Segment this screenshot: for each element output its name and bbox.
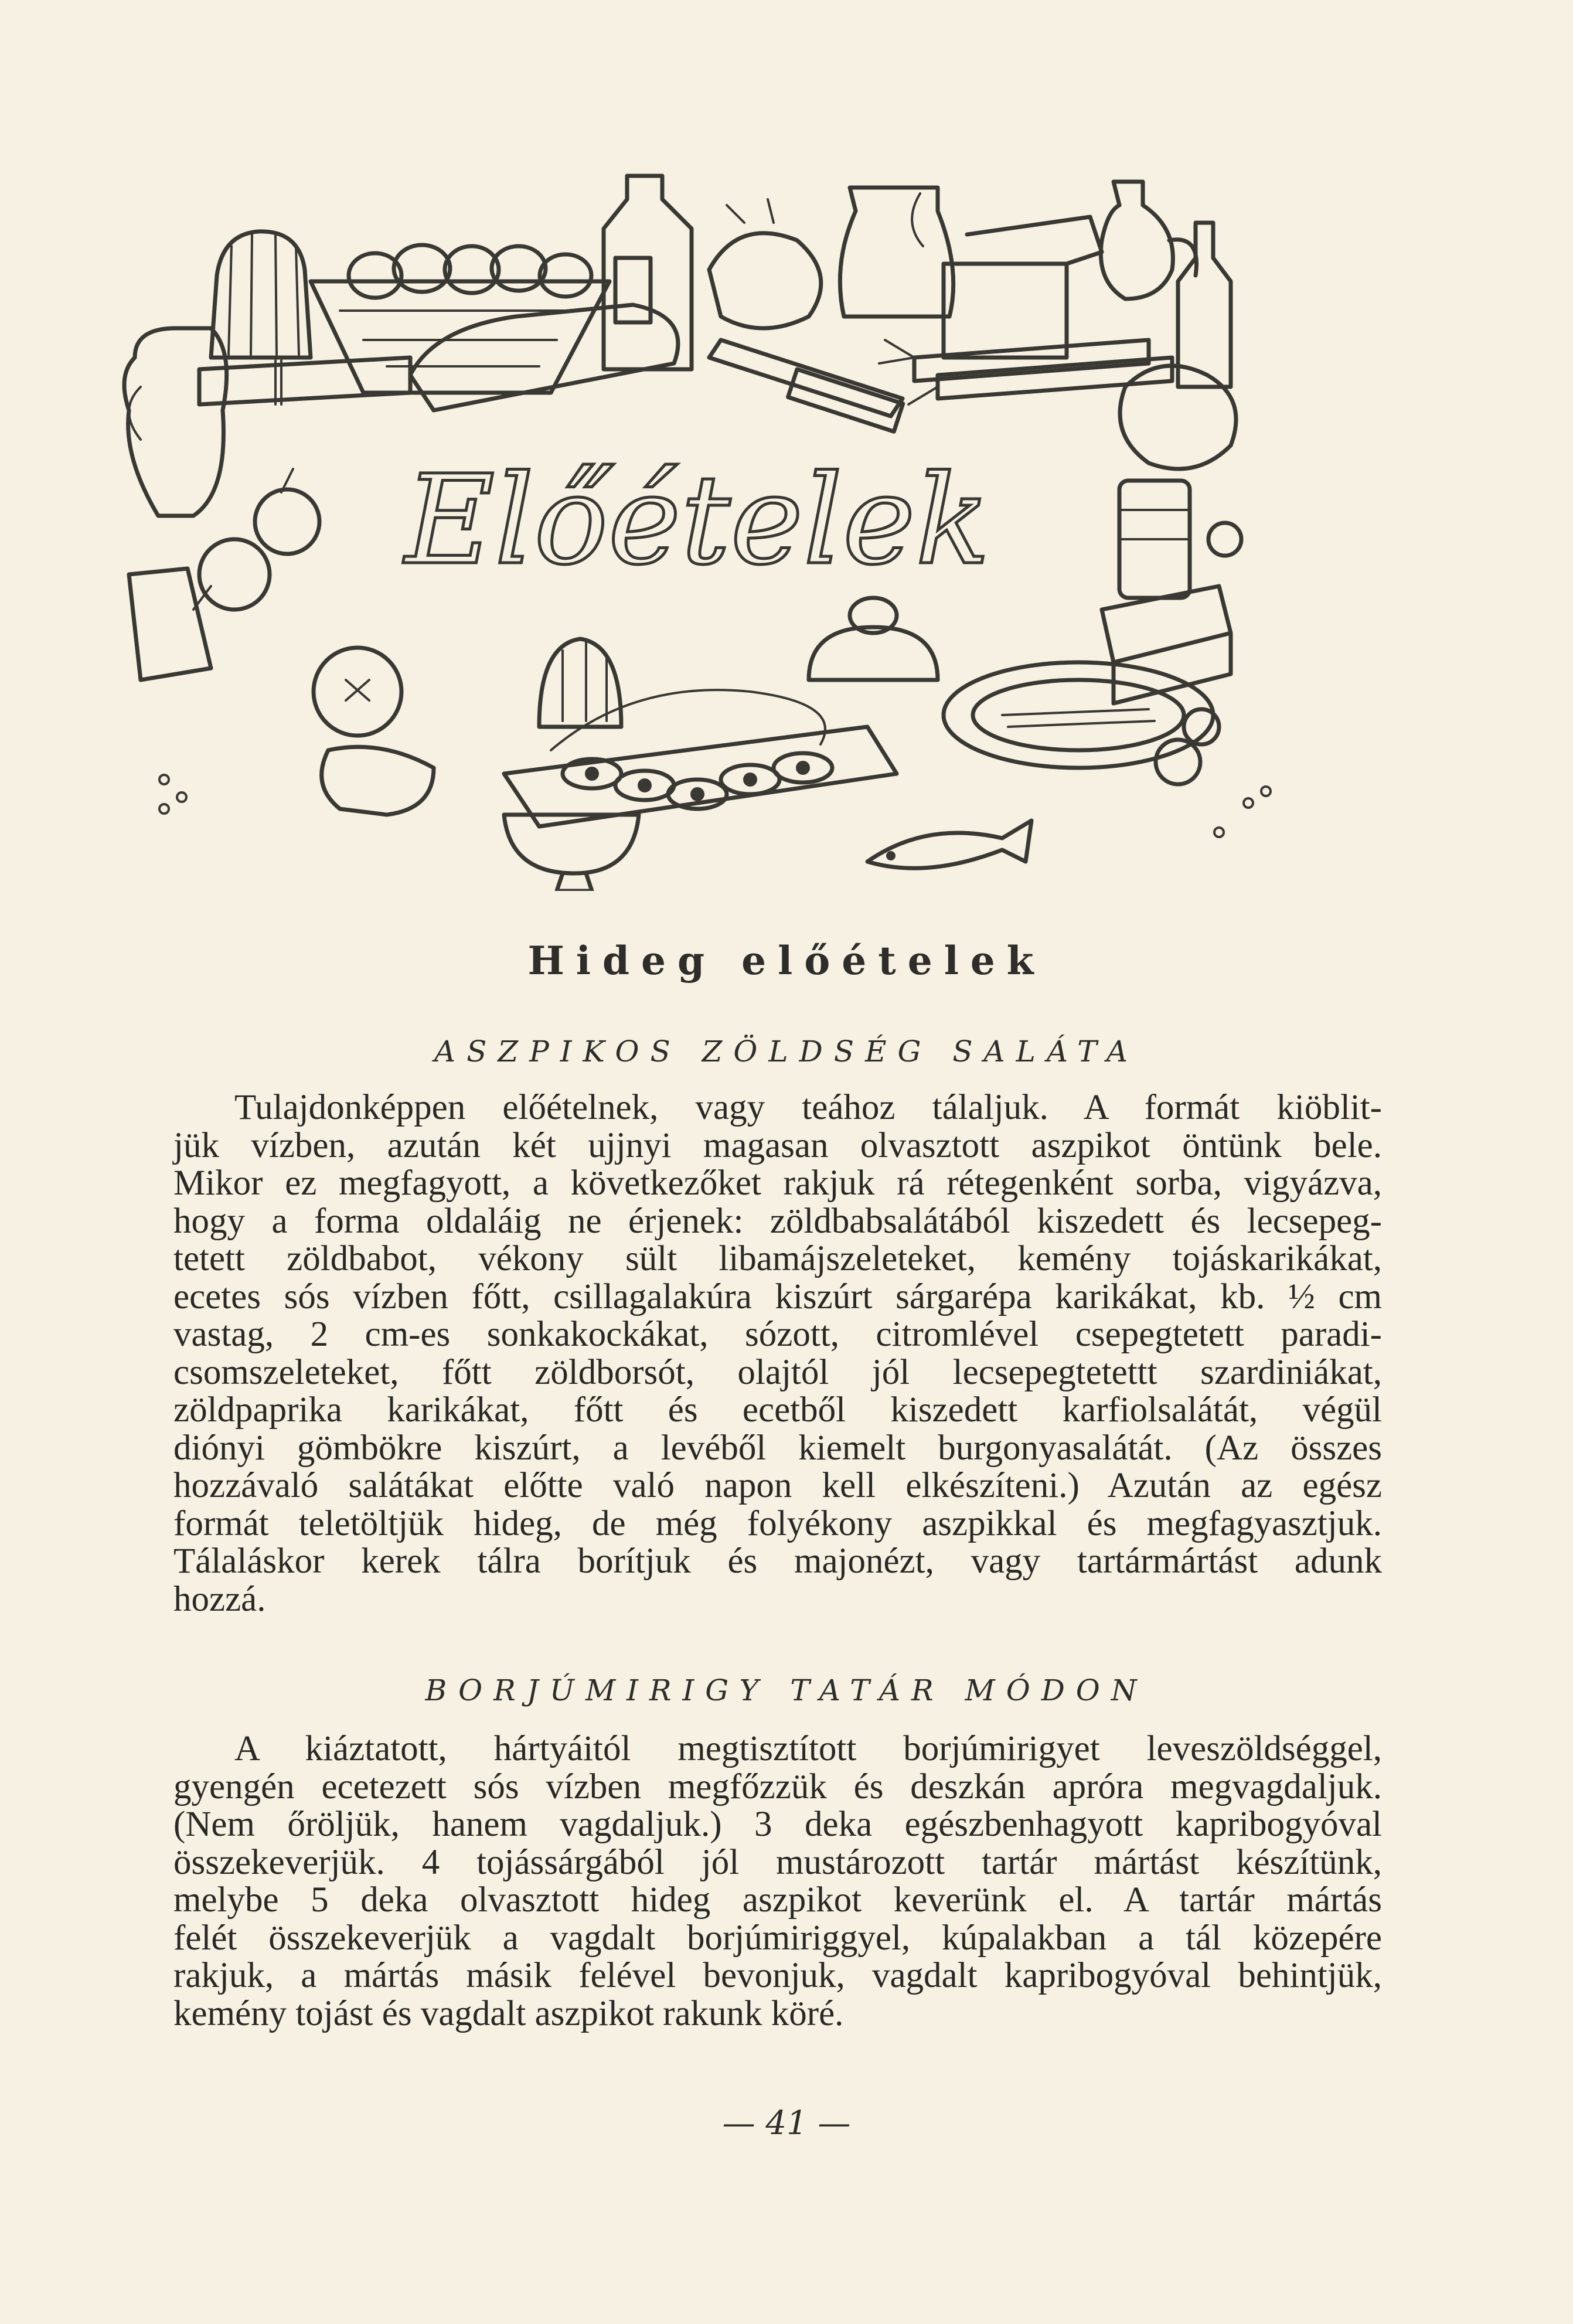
text-line: ecetes sós vízben főtt, csillagalakúra kiszúrt sárgarépa karikákat, kb. ½ cm bbox=[173, 1277, 1382, 1316]
box-icon bbox=[944, 217, 1102, 358]
tall-bottle-icon bbox=[1178, 223, 1231, 387]
jelly-mold-icon bbox=[211, 232, 311, 358]
recipe-body bbox=[173, 1089, 1382, 1618]
page-number: — 41 — bbox=[722, 2104, 851, 2142]
mortar-bowl-icon bbox=[504, 815, 639, 891]
text-line: csomszeleteket, főtt zöldborsót, olajtól jól lecsepegtetettt szardiniákat, bbox=[173, 1352, 1382, 1392]
recipe-body bbox=[173, 1730, 1382, 2033]
text-line: hozzá. bbox=[173, 1579, 266, 1619]
text-line: jük vízben, azután két ujjnyi magasan olvasztott aszpikot öntünk bele. bbox=[173, 1125, 1382, 1165]
text-line: felét összekeverjük a vagdalt borjúmiriggyel, kúpalakban a tál közepére bbox=[173, 1918, 1382, 1958]
text-line: Mikor ez megfagyott, a következőket rakjuk rá rétegenként sorba, vigyázva, bbox=[173, 1163, 1382, 1203]
jar-icon bbox=[1119, 481, 1241, 598]
text-line: tetett zöldbabot, vékony sült libamájszeleteket, kemény tojáskarikákat, bbox=[173, 1239, 1382, 1278]
recipe-title: BORJÚMIRIGY TATÁR MÓDON bbox=[425, 1673, 1148, 1707]
text-line: rakjuk, a mártás másik felével bevonjuk, vagdalt kapribogyóval behintjük, bbox=[173, 1956, 1382, 1995]
egg-basket-icon bbox=[311, 245, 610, 393]
text-line: diónyi gömbökre kiszúrt, a levéből kiemelt burgonyasalátát. (Az összes bbox=[173, 1428, 1382, 1468]
section-heading: Hideg előételek bbox=[527, 938, 1046, 984]
text-line: melybe 5 deka olvasztott hideg aszpikot keverünk el. A tartár mártás bbox=[173, 1880, 1382, 1920]
text-line: zöldpaprika karikákat, főtt és ecetből kiszedett karfiolsalátát, végül bbox=[173, 1390, 1382, 1430]
oil-flask-icon bbox=[1101, 182, 1196, 299]
butter-block-icon bbox=[1102, 586, 1231, 703]
pepper-icon bbox=[322, 747, 434, 815]
text-line: Tulajdonképpen előételnek, vagy teához tálaljuk. A formát kiöblit- bbox=[234, 1088, 1382, 1127]
roast-chicken-icon bbox=[709, 199, 821, 328]
text-line: formát teletöltjük hideg, de még folyékony aszpikkal és megfagyasztjuk. bbox=[173, 1503, 1382, 1543]
text-line: gyengén ecetezett sós vízben megfőzzük és deszkán apróra megvagdaljuk. bbox=[173, 1767, 1382, 1806]
carrots-icon bbox=[879, 340, 1172, 404]
text-line: hogy a forma oldaláig ne érjenek: zöldbabsalátából kiszedett és lecsepeg- bbox=[173, 1201, 1382, 1241]
text-line: Tálaláskor kerek tálra borítjuk és majonézt, vagy tartármártást adunk bbox=[173, 1542, 1382, 1581]
text-line: vastag, 2 cm-es sonkakockákat, sózott, citromlével csepegtetett paradi- bbox=[173, 1315, 1382, 1354]
bread-knife-icon bbox=[410, 305, 903, 431]
text-line: (Nem őröljük, hanem vagdaljuk.) 3 deka egészbenhagyott kapribogyóval bbox=[173, 1805, 1382, 1844]
food-frame-illustration bbox=[105, 164, 1313, 891]
asparagus-icon bbox=[199, 358, 410, 404]
text-line: hozzávaló salátákat előtte való napon kell elkészíteni.) Azután az egész bbox=[173, 1466, 1382, 1505]
illustration-title: Előételek bbox=[404, 448, 990, 592]
text-line: összekeverjük. 4 tojássárgából jól mustározott tartár mártást készítünk, bbox=[173, 1842, 1382, 1882]
text-line: kemény tojást és vagdalt aszpikot rakunk köré. bbox=[173, 1993, 844, 2033]
jug-icon bbox=[840, 188, 953, 317]
recipe-title: ASZPIKOS ZÖLDSÉG SALÁTA bbox=[434, 1035, 1139, 1069]
text-line: A kiáztatott, hártyáitól megtisztított borjúmirigyet leveszöldséggel, bbox=[234, 1729, 1382, 1768]
dome-dessert-icon bbox=[809, 598, 938, 680]
fish-icon bbox=[867, 821, 1031, 868]
cutting-board-icon bbox=[129, 569, 211, 680]
tomato-icon bbox=[314, 648, 401, 736]
sardine-dish-icon bbox=[944, 662, 1213, 768]
